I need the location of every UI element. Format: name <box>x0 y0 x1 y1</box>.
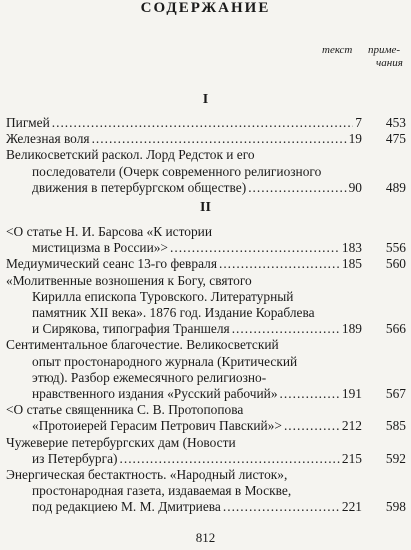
dot-leader <box>92 131 347 147</box>
toc-entry-text: Чужеверие петербургских дам (Новости <box>6 434 236 450</box>
toc-notes-page-ref: 489 <box>385 179 406 195</box>
toc-notes-page-ref: 598 <box>385 499 406 515</box>
toc-entry <box>6 131 406 147</box>
section-numeral: I <box>202 92 209 107</box>
toc-entry-text: «Протоиерей Герасим Петрович Павский»> <box>32 418 282 434</box>
column-header-notes-line: чания <box>376 57 403 69</box>
toc-entry-text: и Сирякова, типография Траншеля <box>32 321 230 337</box>
toc-page-ref: 183 <box>341 240 362 256</box>
column-header-notes <box>368 44 411 70</box>
toc-section-entries <box>6 115 406 196</box>
toc-entry-line <box>6 131 406 147</box>
toc-entry-text: <О статье Н. И. Барсова «К истории <box>6 224 212 239</box>
toc-section-entries <box>6 224 406 516</box>
toc-entry <box>6 467 406 516</box>
toc-entry-line <box>6 289 406 305</box>
dot-leader <box>284 418 340 434</box>
toc-entry-line <box>6 370 406 386</box>
toc-page-ref: 7 <box>355 115 362 130</box>
toc-entry-text: Кирилла епископа Туровского. Литературный <box>32 288 294 304</box>
toc-entry-text: движения в петербургском обществе) <box>32 179 247 195</box>
toc-page-ref: 19 <box>348 131 362 147</box>
toc-entry <box>6 147 406 196</box>
toc-entry-line <box>6 483 406 499</box>
toc-page-ref: 221 <box>341 499 362 515</box>
toc-entry-text: мистицизма в России»> <box>32 240 168 256</box>
dot-leader <box>248 180 346 196</box>
toc-page-ref: 189 <box>341 321 362 337</box>
page-title: СОДЕРЖАНИЕ <box>140 0 271 16</box>
toc-entry-text: Сентиментальное благочестие. Великосветский <box>6 337 279 353</box>
toc-entry-line <box>6 418 406 434</box>
toc-entry-text: последователи (Очерк современного религиозного <box>32 163 322 179</box>
toc-entry <box>6 224 406 256</box>
toc-entry-line <box>6 402 406 418</box>
toc-entry-text: памятник XII века». 1876 год. Издание Кораблева <box>32 305 315 321</box>
toc-page-ref: 90 <box>348 179 362 195</box>
toc-entry-text: «Молитвенные вознoшения к Богу, святого <box>6 272 252 288</box>
dot-leader <box>280 386 340 402</box>
toc-entry <box>6 115 406 131</box>
toc-entry-line <box>6 321 406 337</box>
toc-entry-text: из Петербурга) <box>32 450 118 466</box>
toc-page-ref: 191 <box>341 386 362 402</box>
toc-entry-line <box>6 164 406 180</box>
column-headers <box>0 40 411 80</box>
toc-entry-line <box>6 337 406 353</box>
toc-entry-line <box>6 273 406 289</box>
toc-entry-line <box>6 354 406 370</box>
toc-entry-line <box>6 451 406 467</box>
toc-notes-page-ref: 453 <box>385 115 406 130</box>
toc-notes-page-ref: 566 <box>385 321 406 337</box>
dot-leader <box>232 321 340 337</box>
dot-leader <box>52 115 354 131</box>
toc-notes-page-ref: 556 <box>385 240 406 256</box>
dot-leader <box>170 240 340 256</box>
toc-page-ref: 215 <box>341 450 362 466</box>
toc-page-ref: 185 <box>341 256 362 272</box>
toc-entry-line <box>6 386 406 402</box>
toc-entry <box>6 256 406 272</box>
toc-entry-text: Энергическая бестактность. «Народный листок», <box>6 467 288 483</box>
page-number: 812 <box>195 530 216 545</box>
toc-entry-line <box>6 499 406 515</box>
dot-leader <box>120 451 340 467</box>
toc-entry-text: под редакциею М. М. Дмитриева <box>32 499 221 515</box>
column-header-text: текст <box>322 44 353 56</box>
toc-entry-text: простонародная газета, издаваемая в Москве, <box>32 483 292 499</box>
toc-notes-page-ref: 567 <box>385 386 406 402</box>
column-header-notes-line: приме- <box>368 44 401 56</box>
toc-entry-line <box>6 224 406 240</box>
dot-leader <box>219 256 340 272</box>
toc-entry-line <box>6 147 406 163</box>
toc-entry-text: Железная воля <box>6 131 90 147</box>
toc-entry-line <box>6 305 406 321</box>
toc-entry-line <box>6 180 406 196</box>
toc-entry-line <box>6 115 406 131</box>
toc-entry <box>6 402 406 434</box>
toc-entry-text: этюд). Разбор ежемесячного религиозно- <box>32 369 267 385</box>
toc-notes-page-ref: 585 <box>385 418 406 434</box>
toc-entry-line <box>6 240 406 256</box>
dot-leader <box>223 499 340 515</box>
toc-entry <box>6 435 406 467</box>
section-numeral: II <box>200 200 211 215</box>
toc-entry <box>6 337 406 402</box>
toc-notes-page-ref: 475 <box>385 131 406 147</box>
toc-notes-page-ref: 592 <box>385 450 406 466</box>
toc-entry-text: Великосветский раскол. Лорд Редсток и его <box>6 147 255 163</box>
toc-entry-text: нравственного издания «Русский рабочий» <box>32 386 278 402</box>
toc-entry-line <box>6 467 406 483</box>
toc-entry-text: Пигмей <box>6 115 50 130</box>
toc-entry-line <box>6 256 406 272</box>
toc-entry <box>6 273 406 338</box>
toc-entry-text: <О статье священника С. В. Протопопова <box>6 402 244 418</box>
toc-entry-line <box>6 435 406 451</box>
toc-page-ref: 212 <box>341 418 362 434</box>
toc-entry-text: опыт простонародного журнала (Критический <box>32 353 298 369</box>
toc-notes-page-ref: 560 <box>385 256 406 272</box>
toc-entry-text: Медиумический сеанс 13-го февраля <box>6 256 217 272</box>
